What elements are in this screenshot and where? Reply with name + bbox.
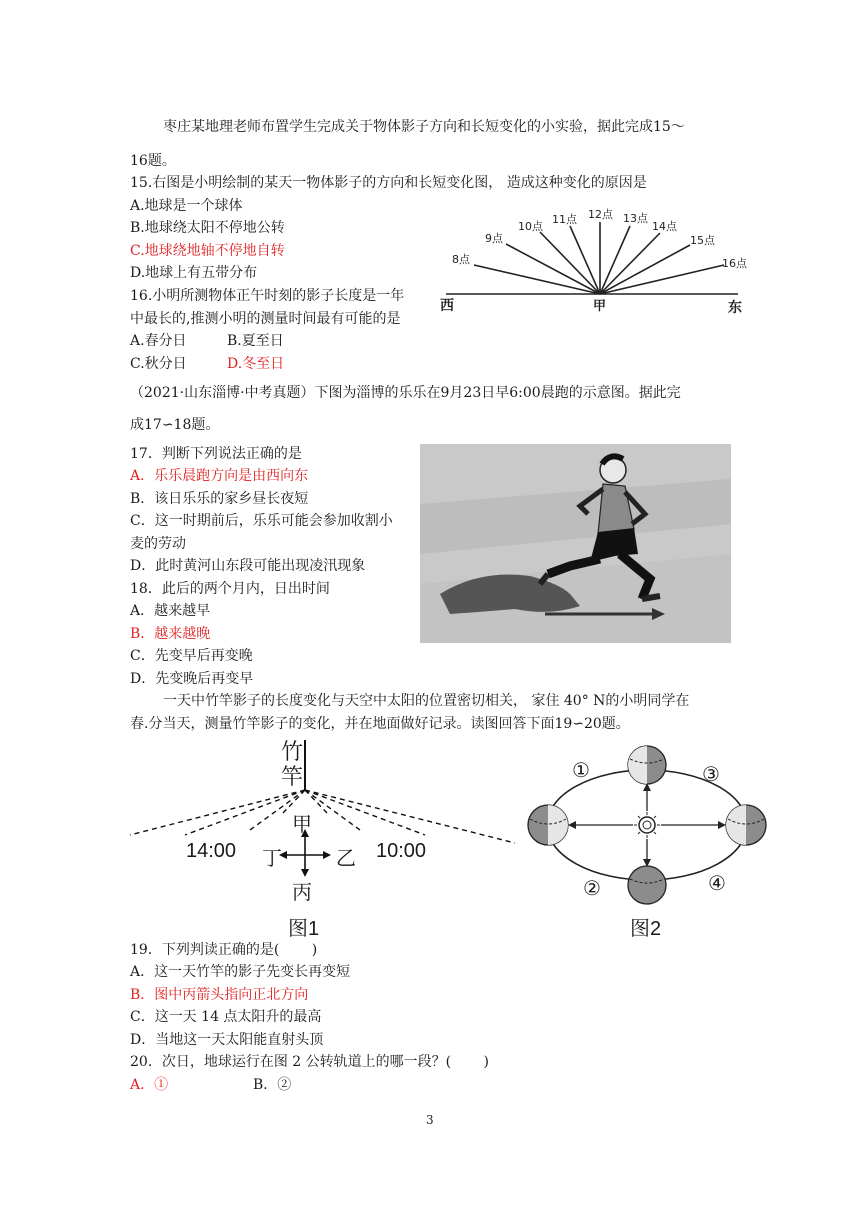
earth-bottom-icon bbox=[628, 866, 666, 904]
q17-option-a-answer: A．乐乐晨跑方向是由西向东 bbox=[130, 468, 309, 484]
hour-label-15: 15点 bbox=[690, 234, 715, 247]
intro-3-line-2: 春.分当天，测量竹竿影子的变化，并在地面做好记录。读图回答下面19∽20题。 bbox=[130, 716, 630, 732]
figure-1-caption: 图1 bbox=[288, 918, 320, 940]
label-yi: 乙 bbox=[336, 848, 356, 870]
west-label: 西 bbox=[440, 298, 454, 314]
earth-left-icon bbox=[528, 805, 568, 845]
shadow-15 bbox=[600, 245, 690, 294]
shadow-13 bbox=[600, 226, 630, 294]
hour-label-10: 10点 bbox=[518, 220, 543, 233]
q19-option-c: C．这一天 14 点太阳升的最高 bbox=[130, 1009, 322, 1025]
sun-icon bbox=[634, 812, 660, 838]
q18-option-c: C．先变早后再变晚 bbox=[130, 648, 253, 664]
q19-stem: 19．下列判读正确的是( ) bbox=[130, 942, 318, 958]
q16-option-c: C.秋分日 bbox=[130, 356, 187, 372]
time-label-10: 10:00 bbox=[376, 840, 427, 862]
q19-option-d: D．当地这一天太阳能直射头顶 bbox=[130, 1032, 324, 1048]
q17-option-d: D．此时黄河山东段可能出现凌汛现象 bbox=[130, 558, 366, 574]
position-4: ④ bbox=[708, 871, 726, 895]
q19-option-b-answer: B．图中丙箭头指向正北方向 bbox=[130, 987, 309, 1003]
hour-label-8: 8点 bbox=[452, 253, 470, 266]
q20-stem: 20．次日，地球运行在图 2 公转轨道上的哪一段？( ) bbox=[130, 1054, 489, 1070]
q15-option-d: D.地球上有五带分布 bbox=[130, 265, 258, 281]
q15-stem: 15.右图是小明绘制的某天一物体影子的方向和长短变化图， 造成这种变化的原因是 bbox=[130, 175, 647, 191]
page-number: 3 bbox=[426, 1113, 434, 1127]
shadow-9 bbox=[506, 244, 600, 294]
q16-stem-2: 中最长的,推测小明的测量时间最有可能的是 bbox=[130, 311, 401, 327]
q17-option-c-cont: 麦的劳动 bbox=[130, 536, 186, 552]
pole-label-1: 竹 bbox=[281, 739, 304, 764]
shadow-direction-figure bbox=[440, 200, 750, 325]
earth-top-icon bbox=[628, 746, 666, 784]
hour-label-11: 11点 bbox=[552, 213, 577, 226]
intro-2-line-2: 成17∽18题。 bbox=[130, 417, 220, 433]
intro-1-line-2: 16题。 bbox=[130, 153, 176, 169]
shadow-16 bbox=[600, 265, 724, 294]
time-label-14: 14:00 bbox=[186, 840, 237, 862]
q15-option-b: B.地球绕太阳不停地公转 bbox=[130, 220, 285, 236]
label-jia: 甲 bbox=[292, 814, 312, 836]
figure-1-bamboo-shadow bbox=[125, 735, 520, 935]
label-ding: 丁 bbox=[262, 848, 282, 870]
shadow-8 bbox=[474, 265, 600, 294]
q20-option-b: B．② bbox=[253, 1077, 292, 1093]
east-label: 东 bbox=[728, 300, 742, 316]
q15-option-a: A.地球是一个球体 bbox=[130, 198, 243, 214]
intro-1-line-1: 枣庄某地理老师布置学生完成关于物体影子方向和长短变化的小实验，据此完成15～ bbox=[163, 119, 685, 135]
hour-label-13: 13点 bbox=[623, 212, 648, 225]
q19-option-a: A．这一天竹竿的影子先变长再变短 bbox=[130, 964, 351, 980]
hour-label-16: 16点 bbox=[722, 257, 747, 270]
q17-option-c: C．这一时期前后，乐乐可能会参加收割小 bbox=[130, 513, 393, 529]
intro-3-line-1: 一天中竹竿影子的长度变化与天空中太阳的位置密切相关， 家住 40° N的小明同学在 bbox=[163, 693, 690, 709]
q18-option-b-answer: B．越来越晚 bbox=[130, 626, 211, 642]
earth-right-icon bbox=[726, 805, 766, 845]
shadow-10 bbox=[540, 232, 600, 294]
shadow-11 bbox=[570, 226, 600, 294]
runner-illustration bbox=[420, 444, 731, 643]
q18-option-d: D．先变晚后再变早 bbox=[130, 671, 254, 687]
position-1: ① bbox=[572, 758, 590, 782]
hour-label-9: 9点 bbox=[485, 232, 503, 245]
pole-label-2: 竿 bbox=[281, 764, 304, 789]
position-2: ② bbox=[583, 876, 601, 900]
q16-option-b: B.夏至日 bbox=[227, 333, 284, 349]
q16-stem-1: 16.小明所测物体正午时刻的影子长度是一年 bbox=[130, 288, 405, 304]
q20-option-a-answer: A．① bbox=[130, 1077, 169, 1093]
q17-stem: 17．判断下列说法正确的是 bbox=[130, 446, 302, 462]
q18-option-a: A．越来越早 bbox=[130, 603, 211, 619]
intro-2-line-1: （2021·山东淄博·中考真题）下图为淄博的乐乐在9月23日早6:00晨跑的示意图。据此完 bbox=[130, 385, 681, 401]
center-label: 甲 bbox=[593, 299, 607, 314]
shadow-14 bbox=[600, 233, 660, 294]
figure-2-revolution-orbit bbox=[520, 745, 775, 910]
q16-option-a: A.春分日 bbox=[130, 333, 187, 349]
hour-label-12: 12点 bbox=[588, 208, 613, 221]
q16-option-d-answer: D.冬至日 bbox=[227, 356, 285, 372]
q17-option-b: B．该日乐乐的家乡昼长夜短 bbox=[130, 491, 309, 507]
figure-2-caption: 图2 bbox=[630, 918, 662, 940]
q18-stem: 18．此后的两个月内，日出时间 bbox=[130, 581, 330, 597]
q15-option-c-answer: C.地球绕地轴不停地自转 bbox=[130, 243, 285, 259]
hour-label-14: 14点 bbox=[652, 220, 677, 233]
position-3: ③ bbox=[702, 762, 720, 786]
label-bing: 丙 bbox=[292, 882, 312, 904]
